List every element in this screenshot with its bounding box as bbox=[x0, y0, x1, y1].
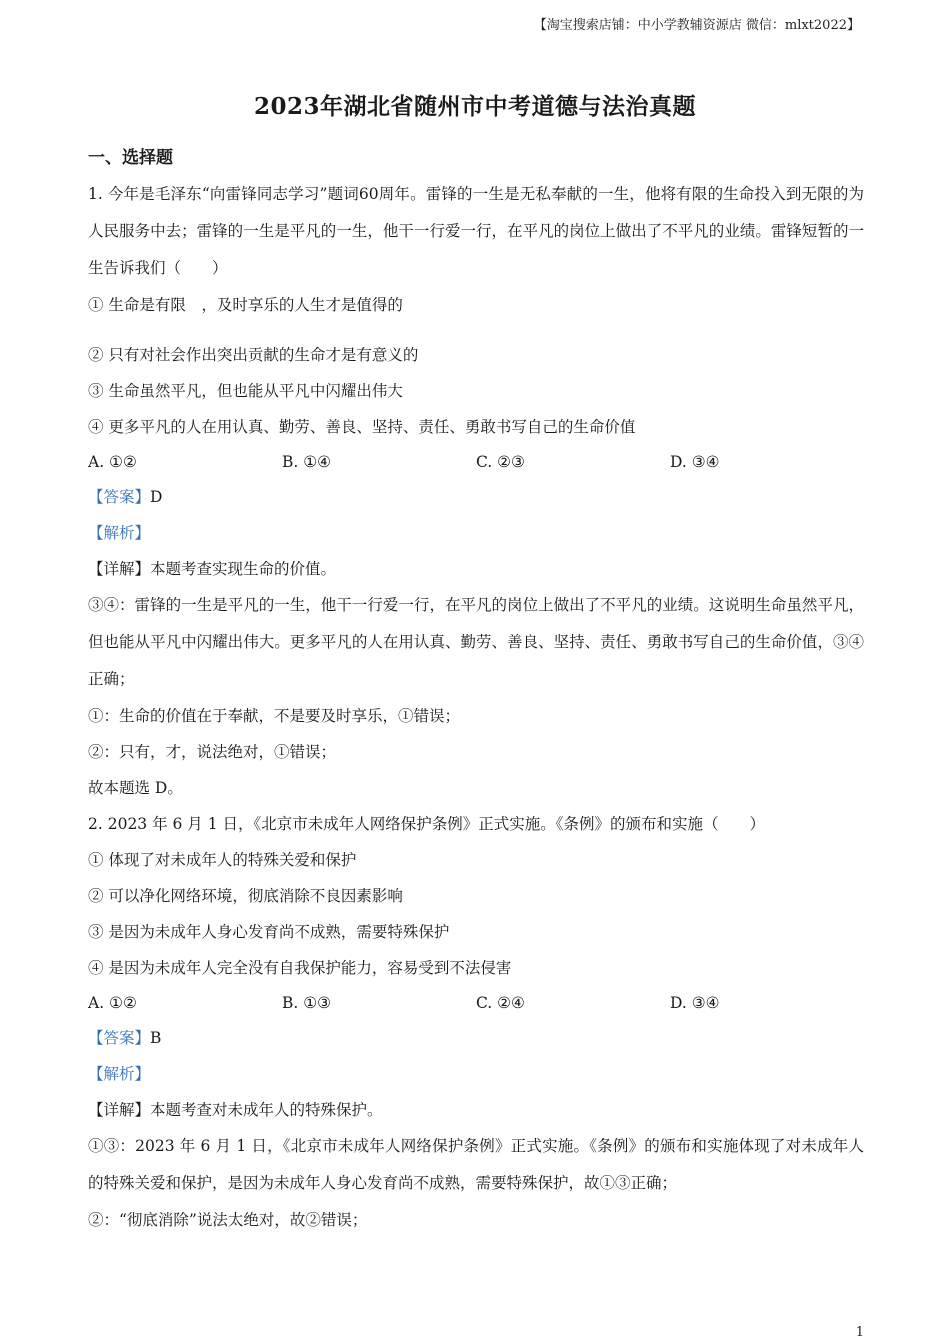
question-1-item-4: ④ 更多平凡的人在用认真、勤劳、善良、坚持、责任、勇敢书写自己的生命价值 bbox=[88, 418, 636, 436]
question-1-options bbox=[88, 445, 864, 479]
question-2-option-a: A. ①② bbox=[88, 994, 137, 1012]
question-1-explain-1: ③④：雷锋的一生是平凡的一生，他干一行爱一行，在平凡的岗位上做出了不平凡的业绩。这说明生命虽然平凡，但也能从平凡中闪耀出伟大。更多平凡的人在用认真、勤劳、善良、坚持、责任、勇敢书写自己的生命价值，③④正确； bbox=[88, 596, 864, 688]
question-1-answer bbox=[88, 479, 864, 515]
question-1-explain-3: ②：只有，才，说法绝对，①错误； bbox=[88, 743, 337, 761]
question-2-option-c: C. ②④ bbox=[476, 994, 525, 1012]
answer-tag: 【答案】 bbox=[88, 1029, 151, 1047]
answer-value: D bbox=[150, 488, 163, 506]
question-2-analysis-tag: 【解析】 bbox=[88, 1065, 151, 1083]
question-1-stem: 1. 今年是毛泽东“向雷锋同志学习”题词60周年。雷锋的一生是无私奉献的一生，他将有限的生命投入到无限的为人民服务中去；雷锋的一生是平凡的一生，他干一行爱一行，在平凡的岗位上做出了不平凡的业绩。雷锋短暂的一生告诉我们（ ） bbox=[88, 185, 864, 277]
question-2-detail: 【详解】本题考查对未成年人的特殊保护。 bbox=[88, 1101, 383, 1119]
answer-value: B bbox=[150, 1029, 162, 1047]
question-2-explain-1: ①③：2023 年 6 月 1 日，《北京市未成年人网络保护条例》正式实施。《条例》的颁布和实施体现了对未成年人的特殊关爱和保护，是因为未成年人身心发育尚不成熟，需要特殊保护，故①③正确； bbox=[88, 1137, 864, 1192]
spacer bbox=[88, 323, 864, 337]
question-1-item-3: ③ 生命虽然平凡，但也能从平凡中闪耀出伟大 bbox=[88, 382, 403, 400]
question-2-option-d: D. ③④ bbox=[670, 994, 720, 1012]
question-2-item-3: ③ 是因为未成年人身心发育尚不成熟，需要特殊保护 bbox=[88, 923, 450, 941]
question-1-item-1: ① 生命是有限 ，及时享乐的人生才是值得的 bbox=[88, 296, 403, 314]
question-2-item-4: ④ 是因为未成年人完全没有自我保护能力，容易受到不法侵害 bbox=[88, 959, 512, 977]
answer-tag: 【答案】 bbox=[88, 488, 151, 506]
header-note: 【淘宝搜索店铺：中小学教辅资源店 微信：mlxt2022】 bbox=[533, 18, 860, 33]
question-1-option-a: A. ①② bbox=[88, 453, 137, 471]
section-title: 一、选择题 bbox=[88, 148, 173, 168]
question-2-answer bbox=[88, 1020, 864, 1056]
question-2-options bbox=[88, 986, 864, 1020]
page-title: 2023年湖北省随州市中考道德与法治真题 bbox=[253, 93, 696, 120]
question-2-item-2: ② 可以净化网络环境，彻底消除不良因素影响 bbox=[88, 887, 403, 905]
question-1-detail: 【详解】本题考查实现生命的价值。 bbox=[88, 560, 337, 578]
question-1-conclusion: 故本题选 D。 bbox=[88, 779, 183, 797]
document-content bbox=[88, 140, 864, 1238]
question-2-option-b: B. ①③ bbox=[282, 994, 332, 1012]
page-number: 1 bbox=[855, 1325, 864, 1340]
question-1-explain-2: ①：生命的价值在于奉献，不是要及时享乐，①错误； bbox=[88, 707, 461, 725]
question-2-explain-2: ②：“彻底消除”说法太绝对，故②错误； bbox=[88, 1211, 368, 1229]
question-2-stem: 2. 2023 年 6 月 1 日，《北京市未成年人网络保护条例》正式实施。《条例》的颁布和实施（ ） bbox=[88, 815, 766, 833]
question-1-option-d: D. ③④ bbox=[670, 453, 720, 471]
question-1-item-2: ② 只有对社会作出突出贡献的生命才是有意义的 bbox=[88, 346, 419, 364]
question-1-analysis-tag: 【解析】 bbox=[88, 524, 151, 542]
question-2-item-1: ① 体现了对未成年人的特殊关爱和保护 bbox=[88, 851, 357, 869]
question-1-option-c: C. ②③ bbox=[476, 453, 525, 471]
question-1-option-b: B. ①④ bbox=[282, 453, 332, 471]
